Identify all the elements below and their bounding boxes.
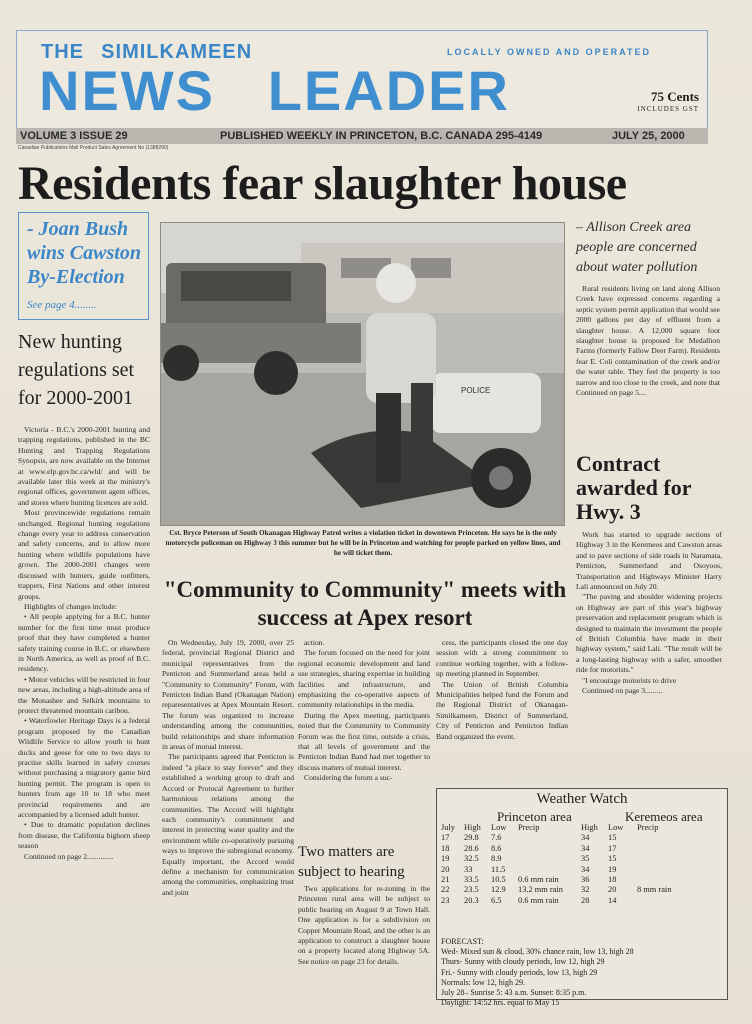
community-paragraph: The forum focused on the need for joint regional economic development and land use strategies, sharing expertise in building facilities and infrastructure, and emphasizing the co-operative aspects of community relationships in the media. — [298, 648, 430, 710]
masthead-the-similkameen: THE SIMILKAMEEN — [41, 41, 253, 63]
contract-paragraph: "I encourage motorists to drive — [582, 675, 677, 685]
weather-cell: 8 mm rain — [637, 885, 672, 895]
weather-cell: 36 — [581, 875, 590, 885]
weather-header: High — [581, 823, 598, 832]
weather-cell: 34 — [581, 843, 590, 853]
hunting-paragraph: Victoria - B.C.'s 2000-2001 hunting and trapping regulations, published in the BC Hunting and Trapping Regulations Synopsis, are now available on the Internet at www.elp.gov.bc.ca/wld/ and will be available later this week at the ministry's regional offices, government agent offices, and stores where hunting licences are sold. — [18, 425, 150, 507]
weather-row — [441, 875, 674, 885]
weather-cell: 21 — [441, 875, 450, 885]
forecast-line: Daylight: 14:52 hrs. equal to May 15 — [441, 998, 560, 1008]
weather-cell: 15 — [608, 854, 617, 864]
weather-cell: 23 — [441, 895, 450, 905]
contract-article — [576, 530, 722, 782]
weather-row — [441, 865, 674, 875]
issue-date: JULY 25, 2000 — [612, 130, 685, 142]
two-matters-article — [298, 884, 430, 1014]
forecast-line: Fri.- Sunny with cloudy periods, low 13, high 29 — [441, 967, 598, 977]
weather-cell: 10.5 — [491, 875, 506, 885]
weather-header: Precip — [518, 823, 540, 832]
community-paragraph: Considering the forum a suc- — [304, 773, 393, 783]
hunting-paragraph: Most provincewide regulations remain unchanged. Regional hunting regulations change every year to address conservation and safety concerns, and to allow more hunting where wildlife populations have grown. The 2000-2001 changes were discussed with hunters, guide outfitters, trappers, First Nations and other interest groups. — [18, 508, 150, 601]
hunting-paragraph: • Motor vehicles will be restricted in four new areas, including a high-altitude area of the Monashee and Selkirk mountains to protect threatened mountain caribou. — [18, 674, 150, 715]
two-matters-headline: Two matters are subject to hearing — [298, 844, 405, 880]
weather-cell — [518, 844, 581, 854]
forecast-line: Thurs- Sunny with cloudy periods, low 12, high 29 — [441, 957, 605, 967]
weather-header: Low — [491, 823, 507, 832]
allison-creek-article — [576, 284, 720, 454]
two-matters-paragraph: Two applications for re-zoning in the Princeton rural area will be subject to public hearing on August 9 at Town Hall. One application is for a subdivision on Copper Mountain Road, and the other is an application to construct a slaughter house on a property located along Highway 5A. See notice on page 23 for details. — [298, 884, 430, 966]
weather-cell — [518, 854, 581, 864]
weather-cell — [637, 875, 674, 885]
weather-cell: 17 — [608, 843, 617, 853]
weather-row — [441, 844, 674, 854]
weather-cell: 18 — [608, 875, 617, 885]
weather-cell — [518, 865, 581, 875]
weather-area-princeton: Princeton area — [497, 809, 572, 824]
weather-cell: 14 — [608, 895, 617, 905]
police-motorcycle-photo — [160, 222, 565, 526]
price-gst: INCLUDES GST — [637, 105, 699, 113]
weather-cell: 23.5 — [464, 885, 479, 895]
weather-cell: 15 — [608, 833, 617, 843]
weather-cell: 8.9 — [491, 854, 502, 864]
hunting-paragraph: • Waterfowler Heritage Days is a federal program proposed by the Canadian Wildlife Service to allow youth to hunt ducks and geese for one to two days to practise skills learned in safety courses without purchasing a migratory game bird hunting permit. The program is open to hunters from age 10 to 18 who meet provincial requirements and are accompanied by a licensed adult hunter. — [18, 716, 150, 820]
weather-area-keremeos: Keremeos area — [625, 809, 703, 824]
hunting-paragraph: • All people applying for a B.C. hunter number for the first time must produce proof that they have completed a hunter safety training course in B.C. or elsewhere in North America, as well as proof of B.C. residency. — [18, 612, 150, 674]
weather-cell: 0.6 mm rain — [518, 875, 559, 885]
weather-cell: 20 — [441, 864, 450, 874]
price-block — [637, 89, 699, 113]
community-column-3 — [436, 638, 568, 778]
weather-cell — [637, 833, 674, 843]
weather-cell — [637, 854, 674, 864]
photo-illustration — [161, 223, 564, 525]
weather-cell: 28.6 — [464, 843, 479, 853]
weather-row — [441, 854, 674, 864]
price: 75 Cents — [650, 89, 699, 104]
weather-header: Precip — [637, 823, 659, 832]
community-paragraph: During the Apex meeting, participants noted that the Community to Community Forum was the first time, outside a crisis, that all levels of government and the Penticton Indian Band had met together to discuss matters of mutual interest. — [298, 710, 430, 772]
weather-cell: 28 — [581, 895, 590, 905]
weather-cell — [518, 833, 581, 843]
weather-cell: 18 — [441, 843, 450, 853]
bush-election-title: - Joan Bush wins Cawston By-Election — [27, 218, 141, 288]
contract-headline: Contract awarded for Hwy. 3 — [576, 451, 692, 524]
weather-cell: 20 — [608, 885, 617, 895]
weather-cell: 35 — [581, 854, 590, 864]
weather-cell: 29.8 — [464, 833, 479, 843]
community-column-2 — [298, 638, 430, 833]
hunting-paragraph: • Due to dramatic population declines from disease, the California bighorn sheep season — [18, 820, 150, 851]
weather-header: July — [441, 823, 455, 832]
weather-row — [441, 885, 674, 895]
police-label: POLICE — [461, 386, 491, 395]
weather-cell: 34 — [581, 864, 590, 874]
weather-row — [441, 833, 674, 843]
masthead-leader: LEADER — [267, 59, 510, 122]
weather-cell — [637, 844, 674, 854]
photo-caption: Cst. Bryce Peterson of South Okanagan Highway Patrol writes a violation ticket in downtown Princeton. He says he is the only motorcycle policeman on Highway 3 this summer but he will be in Princeton and watching for people parked on yellow lines, and he will ticket them. — [165, 529, 561, 557]
weather-cell: 6.5 — [491, 895, 502, 905]
weather-title: Weather Watch — [536, 791, 628, 807]
weather-header: High — [464, 823, 481, 832]
weather-cell: 33.5 — [464, 875, 479, 885]
weather-cell: 7.6 — [491, 833, 502, 843]
weather-cell: 22 — [441, 885, 450, 895]
weather-cell: 8.6 — [491, 843, 502, 853]
bush-election-box — [18, 212, 149, 320]
community-paragraph: On Wednesday, July 19, 2000, over 25 federal, provincial Regional District and municipal representatives from the Penticton and Summerland areas held a "Community to Community" Forum, with Penticton Indian Band (Okanagan Nation) reparesentatives at Apex Mountain Resort. The forum was organized to increase understanding among the communities, build relationships and share information in areas of mutual interest. — [162, 638, 294, 752]
hunting-continued: Continued on page 2.............. — [24, 851, 114, 861]
weather-cell: 12.9 — [491, 885, 506, 895]
hunting-headline: New hunting regulations set for 2000-2001 — [18, 331, 135, 409]
weather-cell: 32.5 — [464, 854, 479, 864]
weather-cell: 19 — [608, 864, 617, 874]
weather-header-row — [441, 823, 674, 833]
contract-continued: Continued on page 3......... — [582, 686, 663, 696]
masthead-news: NEWS — [39, 59, 215, 122]
masthead — [16, 30, 708, 130]
community-paragraph: cess, the participants closed the one day session with a strong commitment to continue working together, with a follow-up meeting planned in September. — [436, 638, 568, 679]
community-paragraph: action. — [304, 638, 325, 647]
weather-header: Low — [608, 823, 624, 832]
weather-cell: 11.5 — [491, 864, 506, 874]
weather-cell: 34 — [581, 833, 590, 843]
weather-cell — [637, 865, 674, 875]
weather-cell — [637, 896, 674, 906]
weather-cell: 32 — [581, 885, 590, 895]
weather-cell: 20.3 — [464, 895, 479, 905]
volume-issue: VOLUME 3 ISSUE 29 — [20, 130, 128, 142]
weather-cell: 17 — [441, 833, 450, 843]
allison-creek-paragraph: Rural residents living on land along Allison Creek have expressed concerns regarding a septic system permit application that would see 2000 gallons per day of effluent from a slaughter house. A 12,000 square foot slaughter house is proposed for Medallion Farms (formerly Fallow Deer Farm). Residents fear E. Coli contamination of the creek and/or the water table. They feel the property is too narrow and too close to the creek, and note that Continued on page 5.... — [576, 284, 720, 398]
issue-info-bar — [16, 128, 708, 144]
forecast-label: FORECAST: — [441, 937, 484, 946]
forecast-line: Wed- Mixed sun & cloud, 30% chance rain, low 13, high 28 — [441, 947, 634, 957]
forecast-line: Normals: low 12, high 29. — [441, 977, 525, 987]
masthead-title — [39, 61, 510, 121]
publication-line: PUBLISHED WEEKLY IN PRINCETON, B.C. CANADA 295-4149 — [220, 130, 543, 142]
community-column-1 — [162, 638, 294, 1013]
contract-paragraph: Work has started to upgrade sections of Highway 3 in the Keremeos and Cawston areas and to pave sections of side roads in Naramata, Penticton, Summerland and Osoyoos, Transportation and Highways Minister Harry Lali announced on July 20. — [576, 530, 722, 592]
weather-table — [441, 823, 674, 906]
weather-cell: 13.2 mm rain — [518, 885, 563, 895]
weather-row — [441, 896, 674, 906]
masthead-motto: LOCALLY OWNED AND OPERATED — [447, 47, 652, 57]
community-paragraph: The Union of British Columbia Municipalities helped fund the Forum and the Regional District of Okanagan-Similkameen, District of Summerland, City of Penticton and Penticton Indian Band organized the event. — [436, 679, 568, 741]
contract-paragraph: "The paving and shoulder widening projects on Highway are part of this year's highway preservation and replacement program which is designed to maintain the investment the people of British Columbia have made in their highway system," said Lali. "The result will be a long-lasting highway with a safer, smoother ride for motorists." — [576, 592, 722, 675]
main-headline: Residents fear slaughter house — [18, 157, 627, 210]
weather-cell: 19 — [441, 854, 450, 864]
forecast-line: July 28– Sunrise 5: 43 a.m. Sunset: 8:35 p.m. — [441, 988, 587, 998]
weather-cell: 33 — [464, 864, 473, 874]
weather-forecast — [441, 937, 723, 1008]
hunting-paragraph: Highlights of changes include: — [24, 601, 118, 611]
weather-watch-box — [436, 788, 728, 1008]
allison-creek-headline: – Allison Creek area people are concerned about water pollution — [576, 220, 698, 275]
hunting-article — [18, 425, 150, 1010]
weather-cell: 0.6 mm rain — [518, 895, 559, 905]
mail-agreement-line: Canadian Publications Mail Product Sales Agreement No (1388290) — [18, 145, 169, 151]
community-headline: "Community to Community" meets with success at Apex resort — [163, 577, 567, 630]
bush-election-see-page: See page 4........ — [27, 299, 97, 311]
community-paragraph: The participants agreed that Penticton is indeed "a place to stay forever" and they established a working group to draft and Accord or Protocal Agreement to further harmonious relations among the communities. The Accord will highlight each community's commitment and interest in protecting water quality and the environment while co-operatively pursuing ways to improve the subregional economy. Equally important, the Accord would define a mechanism for communication among the communities, emphasizing trust and joint — [162, 752, 294, 897]
